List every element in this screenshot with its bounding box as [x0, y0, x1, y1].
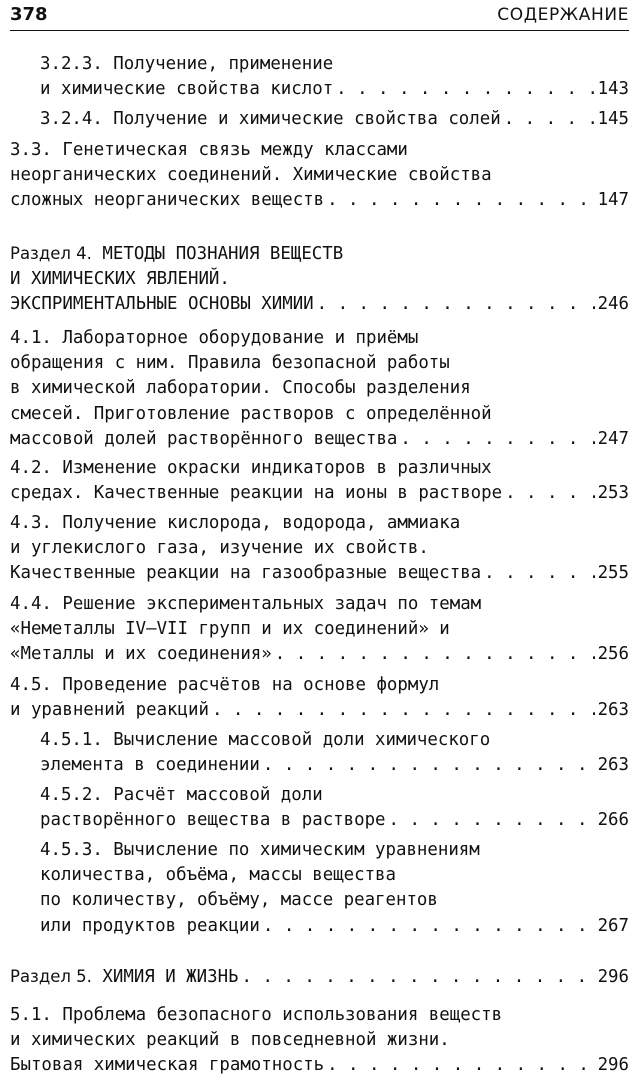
toc-line: и уравнений реакций	[10, 700, 209, 721]
toc-line: в химической лаборатории. Способы разделения	[10, 378, 471, 399]
toc-line: смесей. Приготовление растворов с определённой	[10, 403, 492, 424]
toc-line: массовой долей растворённого вещества	[10, 428, 398, 449]
toc-entry-4-1[interactable]	[10, 326, 629, 452]
dot-leader	[504, 107, 595, 132]
toc-leader-line	[10, 188, 629, 213]
toc-line: элемента в соединении	[40, 755, 260, 776]
toc-page-ref: 246	[597, 294, 629, 315]
toc-line: количества, объёма, массы вещества	[40, 865, 396, 886]
toc-entry-3-2-3[interactable]	[40, 52, 629, 102]
toc-section-4[interactable]	[10, 241, 629, 318]
toc-line: или продуктов реакции	[40, 915, 260, 936]
toc-entry-4-5-2[interactable]	[40, 783, 629, 833]
toc-entry-4-5[interactable]	[10, 673, 629, 723]
toc-line: средах. Качественные реакции на ионы в растворе	[10, 483, 503, 504]
toc-page-ref: 296	[597, 1055, 629, 1076]
toc-entry-5-1[interactable]	[10, 1003, 629, 1079]
page-number: 378	[10, 4, 48, 25]
toc-page-ref: 263	[597, 755, 629, 776]
toc-entry-4-4[interactable]	[10, 592, 629, 668]
toc-line	[10, 964, 239, 990]
toc-section-5[interactable]	[10, 964, 629, 990]
toc-line: 4.1. Лабораторное оборудование и приёмы	[10, 328, 419, 348]
toc-line: сложных неорганических веществ	[10, 190, 325, 211]
toc-line: и химические свойства кислот	[40, 79, 334, 100]
toc-line: 4.4. Решение экспериментальных задач по темам	[10, 594, 482, 614]
toc-line: 4.5.1. Вычисление массовой доли химического	[40, 730, 491, 750]
toc-leader-line	[10, 292, 629, 317]
toc-line: 3.2.4. Получение и химические свойства солей	[40, 109, 501, 129]
toc-leader-line	[10, 964, 629, 990]
toc-line: 4.3. Получение кислорода, водорода, аммиака	[10, 513, 461, 533]
toc-leader-line	[40, 914, 629, 939]
toc-line: «Металлы и их соединения»	[10, 644, 272, 665]
toc-entry-4-5-1[interactable]	[40, 728, 629, 778]
toc-page-ref: 253	[597, 483, 629, 504]
dot-leader	[327, 188, 594, 213]
dot-leader	[336, 77, 594, 102]
toc-entry-4-3[interactable]	[10, 511, 629, 587]
toc-line: обращения с ним. Правила безопасной работы	[10, 353, 450, 374]
toc-line: И ХИМИЧЕСКИХ ЯВЛЕНИЙ.	[10, 269, 230, 290]
toc-line: 4.5.2. Расчёт массовой доли	[40, 785, 323, 805]
dot-leader	[389, 808, 595, 833]
section-label: Раздел 5.	[10, 967, 92, 986]
toc-page-ref: 147	[597, 190, 629, 211]
toc-line: неорганических соединений. Химические свойства	[10, 165, 492, 186]
toc-line: 5.1. Проблема безопасного использования веществ	[10, 1005, 503, 1025]
toc-line: и химических реакций в повседневной жизни.	[10, 1030, 450, 1051]
running-title: СОДЕРЖАНИЕ	[497, 5, 629, 25]
toc-line: «Неметаллы IV–VII групп и их соединений» и	[10, 619, 450, 640]
toc-leader-line	[40, 107, 629, 132]
toc-page-ref: 267	[597, 915, 629, 936]
toc-page-ref: 266	[597, 810, 629, 831]
dot-leader	[505, 481, 594, 506]
section-title: ХИМИЯ И ЖИЗНЬ	[91, 967, 239, 987]
dot-leader	[242, 965, 595, 990]
toc-line: 3.2.3. Получение, применение	[40, 54, 334, 74]
toc-line: Качественные реакции на газообразные вещества	[10, 563, 482, 584]
toc-line: 3.3. Генетическая связь между классами	[10, 140, 408, 160]
dot-leader	[263, 914, 595, 939]
toc-line: по количеству, объёму, массе реагентов	[40, 890, 438, 911]
toc-leader-line	[10, 698, 629, 723]
toc-leader-line	[10, 561, 629, 586]
toc-leader-line	[40, 808, 629, 833]
toc-leader-line	[10, 642, 629, 667]
toc-entry-4-2[interactable]	[10, 456, 629, 506]
toc-line: Бытовая химическая грамотность	[10, 1055, 325, 1076]
toc-entry-4-5-3[interactable]	[40, 838, 629, 939]
toc-page-ref: 256	[597, 644, 629, 665]
toc-line: и углекислого газа, изучение их свойств.	[10, 538, 429, 559]
section-label: Раздел 4.	[10, 244, 92, 263]
toc-page-ref: 247	[597, 428, 629, 449]
toc-line: 4.2. Изменение окраски индикаторов в различных	[10, 458, 492, 478]
toc-line: растворённого вещества в растворе	[40, 810, 386, 831]
dot-leader	[275, 642, 595, 667]
toc-leader-line	[10, 481, 629, 506]
toc-page-ref: 263	[597, 700, 629, 721]
toc-leader-line	[40, 753, 629, 778]
toc-leader-line	[10, 427, 629, 452]
toc-line: 4.5.3. Вычисление по химическим уравнениям	[40, 840, 480, 860]
dot-leader	[212, 698, 595, 723]
toc-entry-3-3[interactable]	[10, 138, 629, 214]
dot-leader	[484, 561, 594, 586]
section-title: МЕТОДЫ ПОЗНАНИЯ ВЕЩЕСТВ	[91, 244, 344, 264]
dot-leader	[317, 292, 595, 317]
toc-page-ref: 145	[597, 109, 629, 129]
dot-leader	[263, 753, 595, 778]
toc-entry-3-2-4[interactable]	[40, 107, 629, 132]
toc-leader-line	[40, 77, 629, 102]
toc-page-ref: 143	[597, 79, 629, 100]
toc-line: 4.5. Проведение расчётов на основе формул	[10, 675, 440, 695]
running-header	[10, 4, 629, 31]
toc-line: ЭКСПРИМЕНТАЛЬНЫЕ ОСНОВЫ ХИМИИ	[10, 294, 314, 315]
dot-leader	[400, 427, 594, 452]
toc-page-ref: 255	[597, 563, 629, 584]
toc-leader-line	[10, 1053, 629, 1078]
toc-line	[10, 241, 629, 267]
toc-page-ref: 296	[597, 967, 629, 987]
dot-leader	[327, 1053, 594, 1078]
